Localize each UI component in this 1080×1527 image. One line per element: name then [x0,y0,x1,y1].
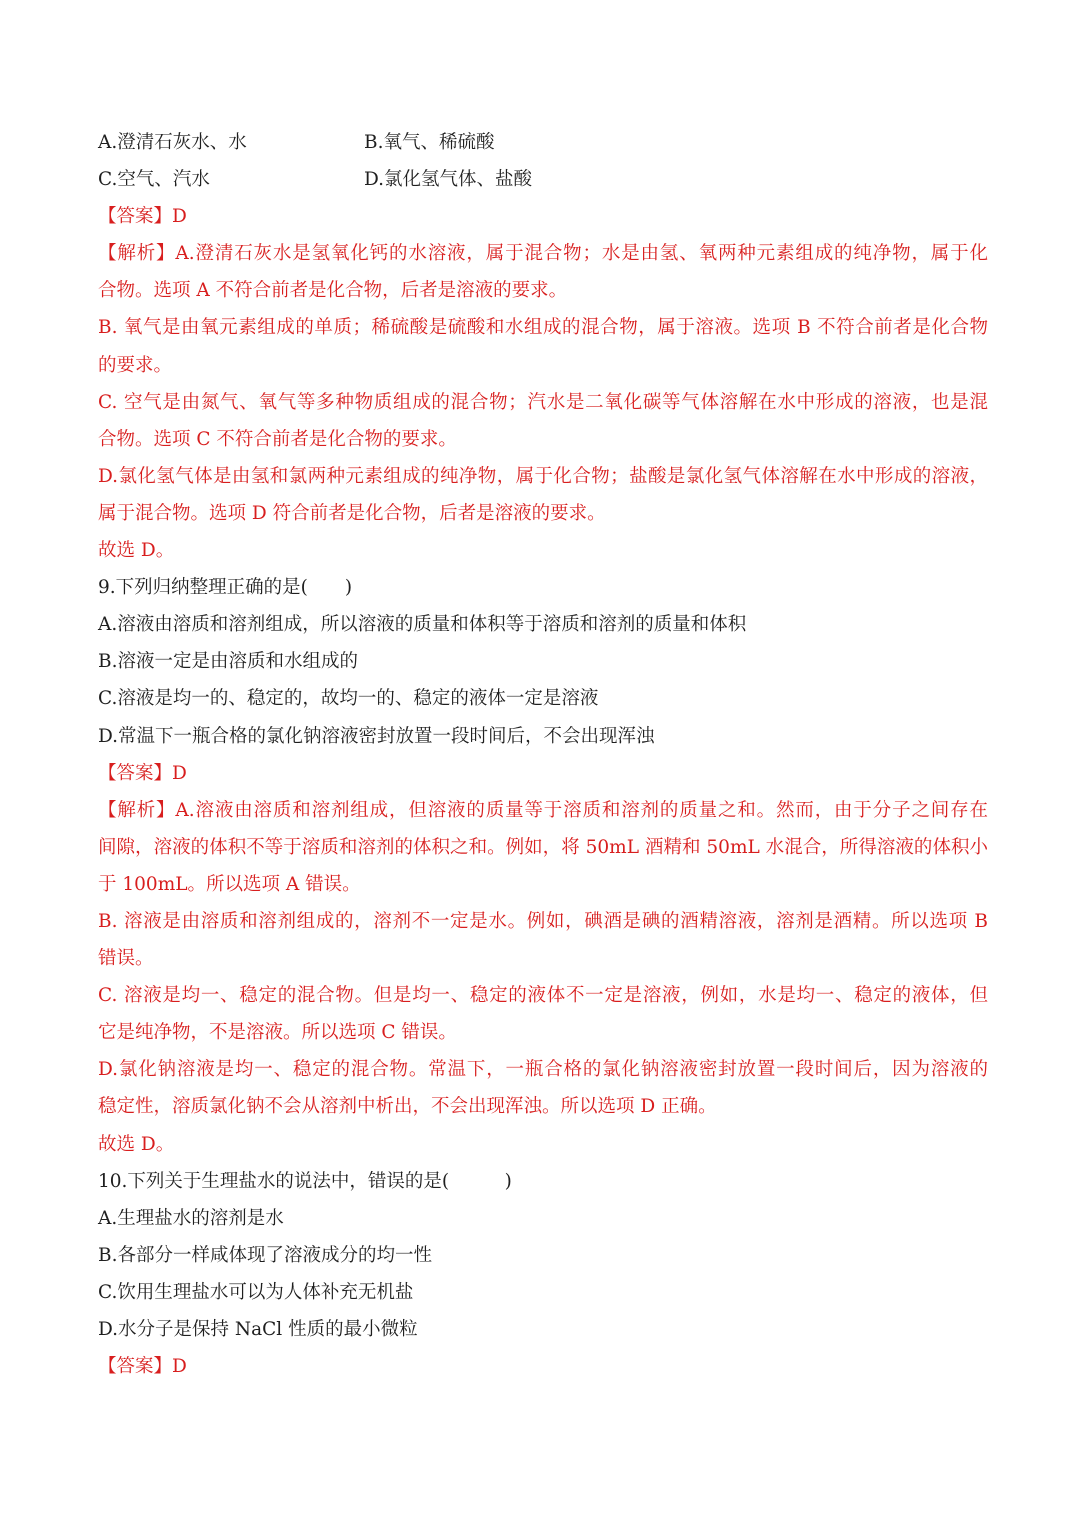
q10-option-d: D.水分子是保持 NaCl 性质的最小微粒 [98,1319,418,1340]
q8-conclusion: 故选 D。 [98,540,175,562]
q10-option-a: A.生理盐水的溶剂是水 [98,1207,284,1229]
q10-answer: 【答案】D [98,1356,187,1378]
q8-analysis-line: B. 氧气是由氧元素组成的单质；稀硫酸是硫酸和水组成的混合物，属于溶液。选项 B 不符合前者是化合物 [98,317,988,339]
q9-option-c: C.溶液是均一的、稳定的，故均一的、稳定的液体一定是溶液 [98,688,599,710]
q8-analysis-line: 【解析】A.澄清石灰水是氢氧化钙的水溶液，属于混合物；水是由氢、氧两种元素组成的纯净物，属于化 [98,243,988,265]
q9-analysis-line: D.氯化钠溶液是均一、稳定的混合物。常温下，一瓶合格的氯化钠溶液密封放置一段时间后，因为溶液的 [98,1059,988,1081]
q8-option-c: C.空气、汽水 [98,169,210,191]
q10-option-b: B.各部分一样咸体现了溶液成分的均一性 [98,1244,432,1266]
q8-analysis [98,235,988,569]
q8-option-a: A.澄清石灰水、水 [98,132,247,153]
q9-analysis-line: 错误。 [98,948,154,970]
q9-option-b: B.溶液一定是由溶质和水组成的 [98,651,358,673]
q8-analysis-line: C. 空气是由氮气、氧气等多种物质组成的混合物；汽水是二氧化碳等气体溶解在水中形成的溶液，也是混 [98,391,988,413]
q9-option-d: D.常温下一瓶合格的氯化钠溶液密封放置一段时间后，不会出现浑浊 [98,725,655,747]
q8-option-d: D.氯化氢气体、盐酸 [364,169,533,191]
q9-analysis-line: B. 溶液是由溶质和溶剂组成的，溶剂不一定是水。例如，碘酒是碘的酒精溶液，溶剂是酒精。所以选项 B [98,910,988,932]
q8-analysis-line: 合物。选项 C 不符合前者是化合物的要求。 [98,428,457,450]
q10-stem: 10.下列关于生理盐水的说法中，错误的是( ) [98,1170,512,1192]
q8-analysis-line: 合物。选项 A 不符合前者是化合物，后者是溶液的要求。 [98,280,568,302]
q8-analysis-line: D.氯化氢气体是由氢和氯两种元素组成的纯净物，属于化合物；盐酸是氯化氢气体溶解在水中形成的溶液， [98,465,988,487]
q8-analysis-line: 的要求。 [98,354,173,376]
q8-option-b: B.氧气、稀硫酸 [364,132,495,153]
q9-analysis-line: 间隙，溶液的体积不等于溶质和溶剂的体积之和。例如，将 50mL 酒精和 50mL 水混合，所得溶液的体积小 [98,836,988,858]
q8-options-row-1 [98,124,988,161]
q9-stem: 9.下列归纳整理正确的是( ) [98,577,353,599]
q9-analysis-line: 稳定性，溶质氯化钠不会从溶剂中析出，不会出现浑浊。所以选项 D 正确。 [98,1096,717,1118]
q8-options-row-2 [98,161,988,198]
q9-analysis [98,792,988,1163]
q8-answer: 【答案】D [98,206,187,228]
q9-answer: 【答案】D [98,762,187,784]
q9-analysis-line: C. 溶液是均一、稳定的混合物。但是均一、稳定的液体不一定是溶液，例如，水是均一、稳定的液体，但 [98,985,988,1007]
q8-analysis-line: 属于混合物。选项 D 符合前者是化合物，后者是溶液的要求。 [98,502,606,524]
q9-option-a: A.溶液由溶质和溶剂组成，所以溶液的质量和体积等于溶质和溶剂的质量和体积 [98,614,747,636]
q10-option-c: C.饮用生理盐水可以为人体补充无机盐 [98,1281,414,1303]
q9-analysis-line: 于 100mL。所以选项 A 错误。 [98,873,361,895]
q9-analysis-line: 它是纯净物，不是溶液。所以选项 C 错误。 [98,1022,457,1044]
document-content [98,124,988,1385]
q9-analysis-line: 【解析】A.溶液由溶质和溶剂组成，但溶液的质量等于溶质和溶剂的质量之和。然而，由于分子之间存在 [98,799,988,821]
q9-conclusion: 故选 D。 [98,1133,175,1155]
